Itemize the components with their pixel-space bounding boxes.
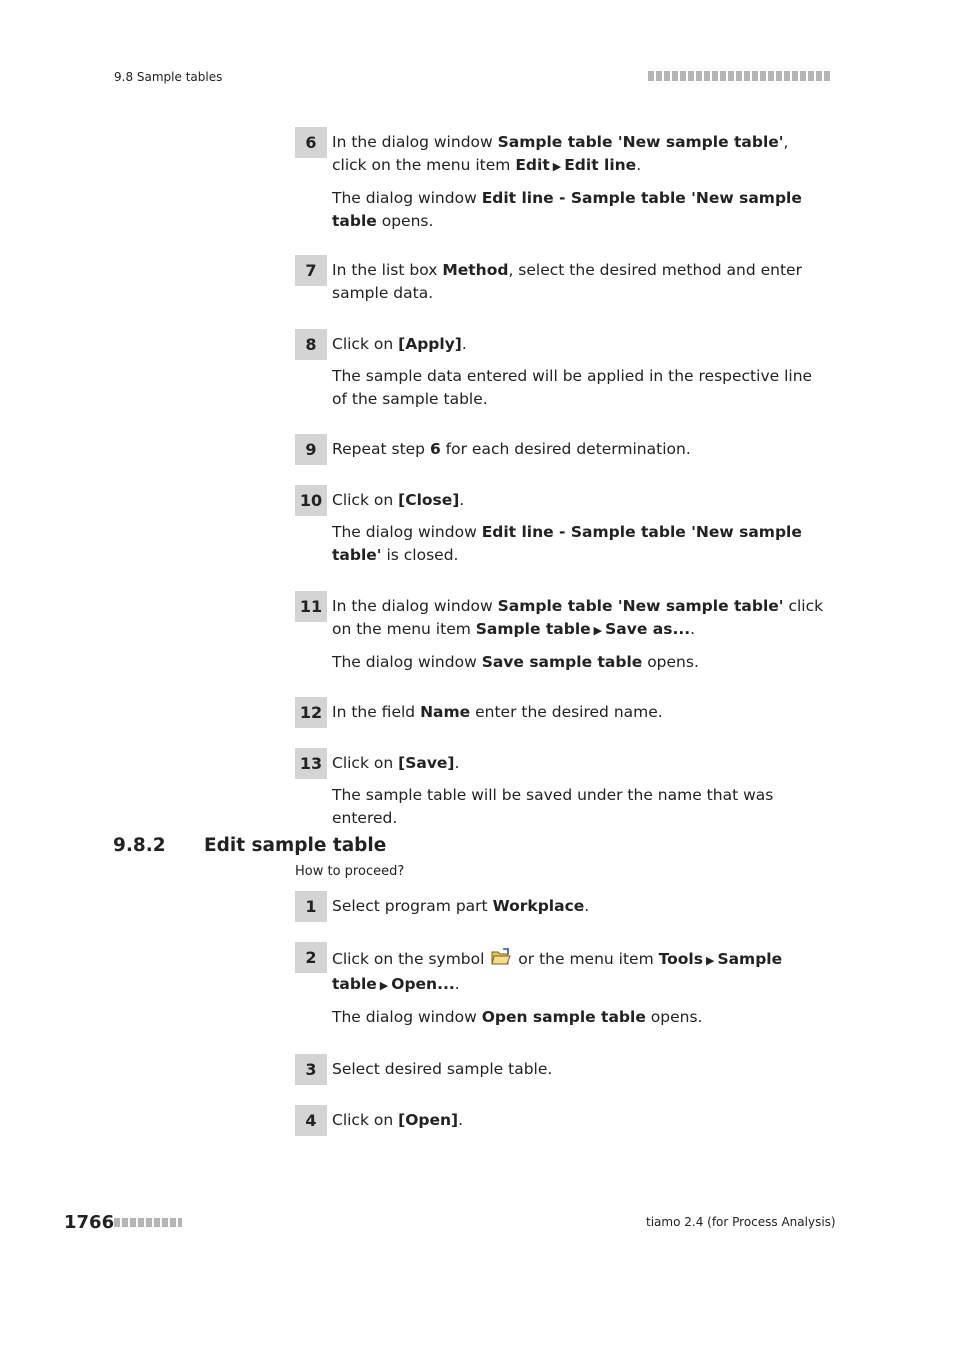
step-text: Click on the symbol or the menu item Tools ▶ Sample table ▶ Open.... The dialog window Open sample table opens. bbox=[332, 948, 828, 1029]
step-number: 1 bbox=[295, 891, 327, 922]
section-number: 9.8.2 bbox=[113, 835, 166, 856]
step-result: The sample table will be saved under the name that was entered. bbox=[332, 786, 774, 827]
header-decoration bbox=[648, 71, 830, 81]
step-number: 9 bbox=[295, 434, 327, 465]
step-text: Click on [Save]. The sample table will be saved under the name that was entered. bbox=[332, 752, 828, 830]
step-number: 4 bbox=[295, 1105, 327, 1136]
step-text: Click on [Close]. The dialog window Edit line - Sample table 'New sample table' is closed. bbox=[332, 489, 828, 567]
step-result: The dialog window Edit line - Sample table 'New sample table opens. bbox=[332, 189, 802, 230]
step-number: 7 bbox=[295, 255, 327, 286]
step-number: 2 bbox=[295, 942, 327, 973]
step-number: 3 bbox=[295, 1054, 327, 1085]
step-number: 10 bbox=[295, 485, 327, 516]
step-text: In the dialog window Sample table 'New sample table', click on the menu item Edit ▶ Edit line. The dialog window Edit line - Sample table 'New sample table opens. bbox=[332, 131, 828, 233]
section-title: Edit sample table bbox=[204, 835, 387, 856]
step-text: Click on [Apply]. The sample data entered will be applied in the respective line of the sample table. bbox=[332, 333, 828, 411]
step-result: The dialog window Edit line - Sample table 'New sample table' is closed. bbox=[332, 523, 802, 564]
step-text: In the field Name enter the desired name. bbox=[332, 703, 663, 721]
running-header: 9.8 Sample tables bbox=[114, 70, 223, 84]
section-intro: How to proceed? bbox=[295, 864, 405, 879]
step-text: Select desired sample table. bbox=[332, 1060, 553, 1078]
folder-open-icon bbox=[491, 948, 511, 973]
step-result: The dialog window Open sample table opens. bbox=[332, 1008, 703, 1026]
step-number: 12 bbox=[295, 697, 327, 728]
step-text: In the list box Method, select the desired method and enter sample data. bbox=[332, 261, 802, 302]
page-number: 1766 bbox=[64, 1212, 115, 1233]
product-name: tiamo 2.4 (for Process Analysis) bbox=[646, 1215, 836, 1229]
step-text: Repeat step 6 for each desired determination. bbox=[332, 440, 691, 458]
step-number: 13 bbox=[295, 748, 327, 779]
step-number: 6 bbox=[295, 127, 327, 158]
step-text: In the dialog window Sample table 'New sample table' click on the menu item Sample table ▶ Save as.... The dialog window Save sample table opens. bbox=[332, 595, 828, 674]
step-text: Click on [Open]. bbox=[332, 1111, 464, 1129]
step-number: 8 bbox=[295, 329, 327, 360]
menu-arrow-icon: ▶ bbox=[379, 979, 389, 992]
step-result: The dialog window Save sample table opens. bbox=[332, 653, 699, 671]
step-result: The sample data entered will be applied in the respective line of the sample table. bbox=[332, 367, 813, 408]
footer-decoration bbox=[114, 1218, 182, 1227]
menu-arrow-icon: ▶ bbox=[705, 954, 715, 967]
menu-arrow-icon: ▶ bbox=[593, 624, 603, 637]
step-number: 11 bbox=[295, 591, 327, 622]
menu-arrow-icon: ▶ bbox=[552, 160, 562, 173]
step-text: Select program part Workplace. bbox=[332, 897, 590, 915]
